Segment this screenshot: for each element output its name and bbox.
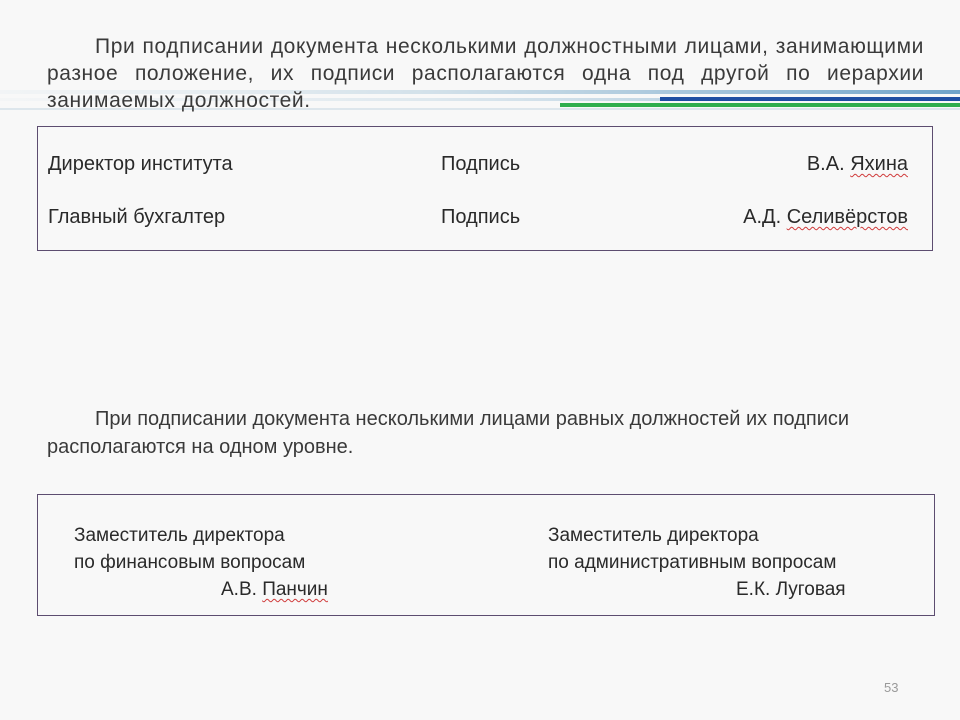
initials-director: В.А. xyxy=(806,153,845,175)
signature-label-accountant: Подпись xyxy=(441,206,521,228)
intro-paragraph: При подписании документа несколькими должностными лицами, занимающими разное положение, их подписи располагаются одна под другой по иерархии занимаемых должностей. xyxy=(47,35,924,112)
initials-accountant: А.Д. xyxy=(743,206,782,228)
right-name: Е.К. Луговая xyxy=(736,579,846,600)
left-title-line1: Заместитель директора xyxy=(74,525,285,546)
equal-positions-paragraph: При подписании документа несколькими лицами равных должностей их подписи располагаются на одном уровне. xyxy=(47,408,850,458)
position-director: Директор института xyxy=(48,153,233,175)
name-accountant xyxy=(743,206,908,229)
left-title-line2: по финансовым вопросам xyxy=(74,552,306,573)
left-initials: А.В. xyxy=(221,579,257,600)
left-name xyxy=(221,579,328,601)
surname-director: Яхина xyxy=(850,153,908,175)
surname-accountant: Селивёрстов xyxy=(786,206,908,228)
signature-label-director: Подпись xyxy=(441,153,521,175)
right-title-line2: по административным вопросам xyxy=(548,552,837,573)
right-title-line1: Заместитель директора xyxy=(548,525,759,546)
equal-signature-box xyxy=(37,494,935,616)
left-surname: Панчин xyxy=(262,579,328,600)
position-accountant: Главный бухгалтер xyxy=(48,206,226,228)
hierarchy-signature-box xyxy=(37,126,933,251)
page-number: 53 xyxy=(884,680,899,695)
name-director xyxy=(807,153,908,176)
